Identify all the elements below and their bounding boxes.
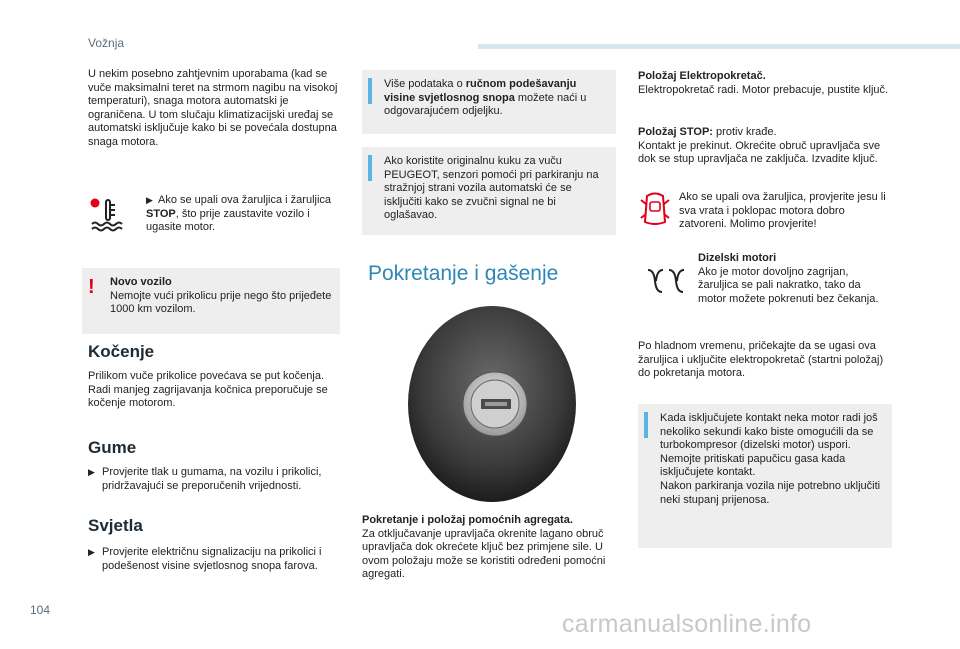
stop-text: Kontakt je prekinut. Okrećite obruč upravljača sve dok se stup upravljača ne zaključa. Izvadite ključ. <box>638 139 881 166</box>
info-icon <box>644 412 648 438</box>
lights-text: Provjerite električnu signalizaciju na prikolici i podešenost visine svjetlosnog snopa farova. <box>102 546 322 572</box>
lights-bullet <box>88 546 342 573</box>
accessory-position <box>362 514 618 582</box>
page-number: 104 <box>30 603 51 617</box>
tyres-bullet <box>88 466 340 493</box>
info-headlamp-pre: Više podataka o <box>384 78 466 90</box>
bullet-icon: ▶ <box>146 195 153 205</box>
braking-heading: Kočenje <box>88 342 155 361</box>
info-box-headlamp <box>362 70 616 134</box>
diesel-title: Dizelski motori <box>698 252 777 264</box>
braking-text: Prilikom vuče prikolice povećava se put kočenja. Radi manjeg zagrijavanja kočnica preporučuje se kočenje motorom. <box>88 370 328 410</box>
info-icon <box>368 155 372 181</box>
glow-plug-icon <box>645 266 687 296</box>
info-box-towbar <box>362 147 616 235</box>
coolant-text-rest: , što prije zaustavite vozilo i ugasite motor. <box>146 207 310 234</box>
info-icon <box>368 78 372 104</box>
bullet-icon: ▶ <box>88 467 95 477</box>
info-headlamp-bold: ručnom podešavanju visine svjetlosnog snopa <box>384 78 577 104</box>
tyres-text: Provjerite tlak u gumama, na vozilu i prikolici, pridržavajući se preporučenih vrijednosti. <box>102 466 322 492</box>
diesel-text: Ako je motor dovoljno zagrijan, žaruljica se pali nakratko, tako da motor možete pokrenuti bez čekanja. <box>698 265 879 305</box>
bullet-icon: ▶ <box>88 547 95 557</box>
info-turbo-text: Kada isključujete kontakt neka motor radi još nekoliko sekundi kako biste omogućili da se turbokompresor (dizelski motor) uspori. Nemojte pritiskati papučicu gasa kada isključujete kontakt. Nakon parkiranja vozila nije potrebno uključiti neki stupanj prijenosa. <box>660 412 881 506</box>
info-headlamp-text <box>384 78 610 119</box>
diesel-block <box>698 252 888 306</box>
coolant-text: Ako se upali ova žaruljica i žaruljica <box>158 194 332 206</box>
warning-text: Nemojte vući prikolicu prije nego što prijeđete 1000 km vozilom. <box>110 289 332 316</box>
stop-title: Položaj STOP: <box>638 126 713 138</box>
info-towbar-text: Ako koristite originalnu kuku za vuču PEUGEOT, senzori pomoći pri parkiranju na stražnjoj strani vozila automatski će se isključiti kako se zvučni signal ne bi oglašavao. <box>384 155 599 222</box>
ignition-text: Elektropokretač radi. Motor prebacuje, pustite ključ. <box>638 83 889 96</box>
watermark: carmanualsonline.info <box>562 610 812 638</box>
door-warning-text: Ako se upali ova žaruljica, provjerite jesu li sva vrata i poklopac motora dobro zatvoreni. Molimo provjerite! <box>679 191 886 231</box>
coolant-warning-bullet <box>146 194 342 235</box>
info-headlamp-post: možete naći u odgovarajućem odjeljku. <box>384 91 587 118</box>
stop-position <box>638 126 892 167</box>
coolant-temperature-icon <box>90 197 126 233</box>
ignition-switch-image <box>407 304 577 504</box>
door-open-icon <box>640 190 670 228</box>
exclamation-icon: ! <box>88 276 95 298</box>
stop-rest: protiv krađe. <box>712 126 777 138</box>
accessory-text: Za otključavanje upravljača okrenite lagano obruč upravljača dok okrećete ključ bez primjene sile. U ovom položaju može se koristiti određeni pomoćni agregati. <box>362 527 606 581</box>
coolant-stop-label: STOP <box>146 207 176 220</box>
warning-title: Novo vozilo <box>110 276 172 288</box>
warning-box <box>82 268 340 334</box>
intro-paragraph: U nekim posebno zahtjevnim uporabama (kad se vuče maksimalni teret na strmom nagibu na visokoj temperaturi), snaga motora automatski je ograničena. U tom slučaju klimatizacijski uređaj se automatski isključuje kako bi se povećala dostupna snaga motora. <box>88 68 338 148</box>
cold-weather-text: Po hladnom vremenu, pričekajte da se ugasi ova žaruljica i uključite elektropokretač (startni položaj) do pokretanja motora. <box>638 340 884 380</box>
section-title: Vožnja <box>88 36 125 50</box>
header-bar <box>478 44 960 49</box>
accessory-title: Pokretanje i položaj pomoćnih agregata. <box>362 514 573 526</box>
info-box-turbo <box>638 404 892 548</box>
lights-heading: Svjetla <box>88 516 143 535</box>
ignition-position <box>638 70 890 97</box>
tyres-heading: Gume <box>88 438 137 457</box>
start-stop-heading: Pokretanje i gašenje <box>368 262 559 285</box>
ignition-title: Položaj Elektropokretač. <box>638 70 766 82</box>
